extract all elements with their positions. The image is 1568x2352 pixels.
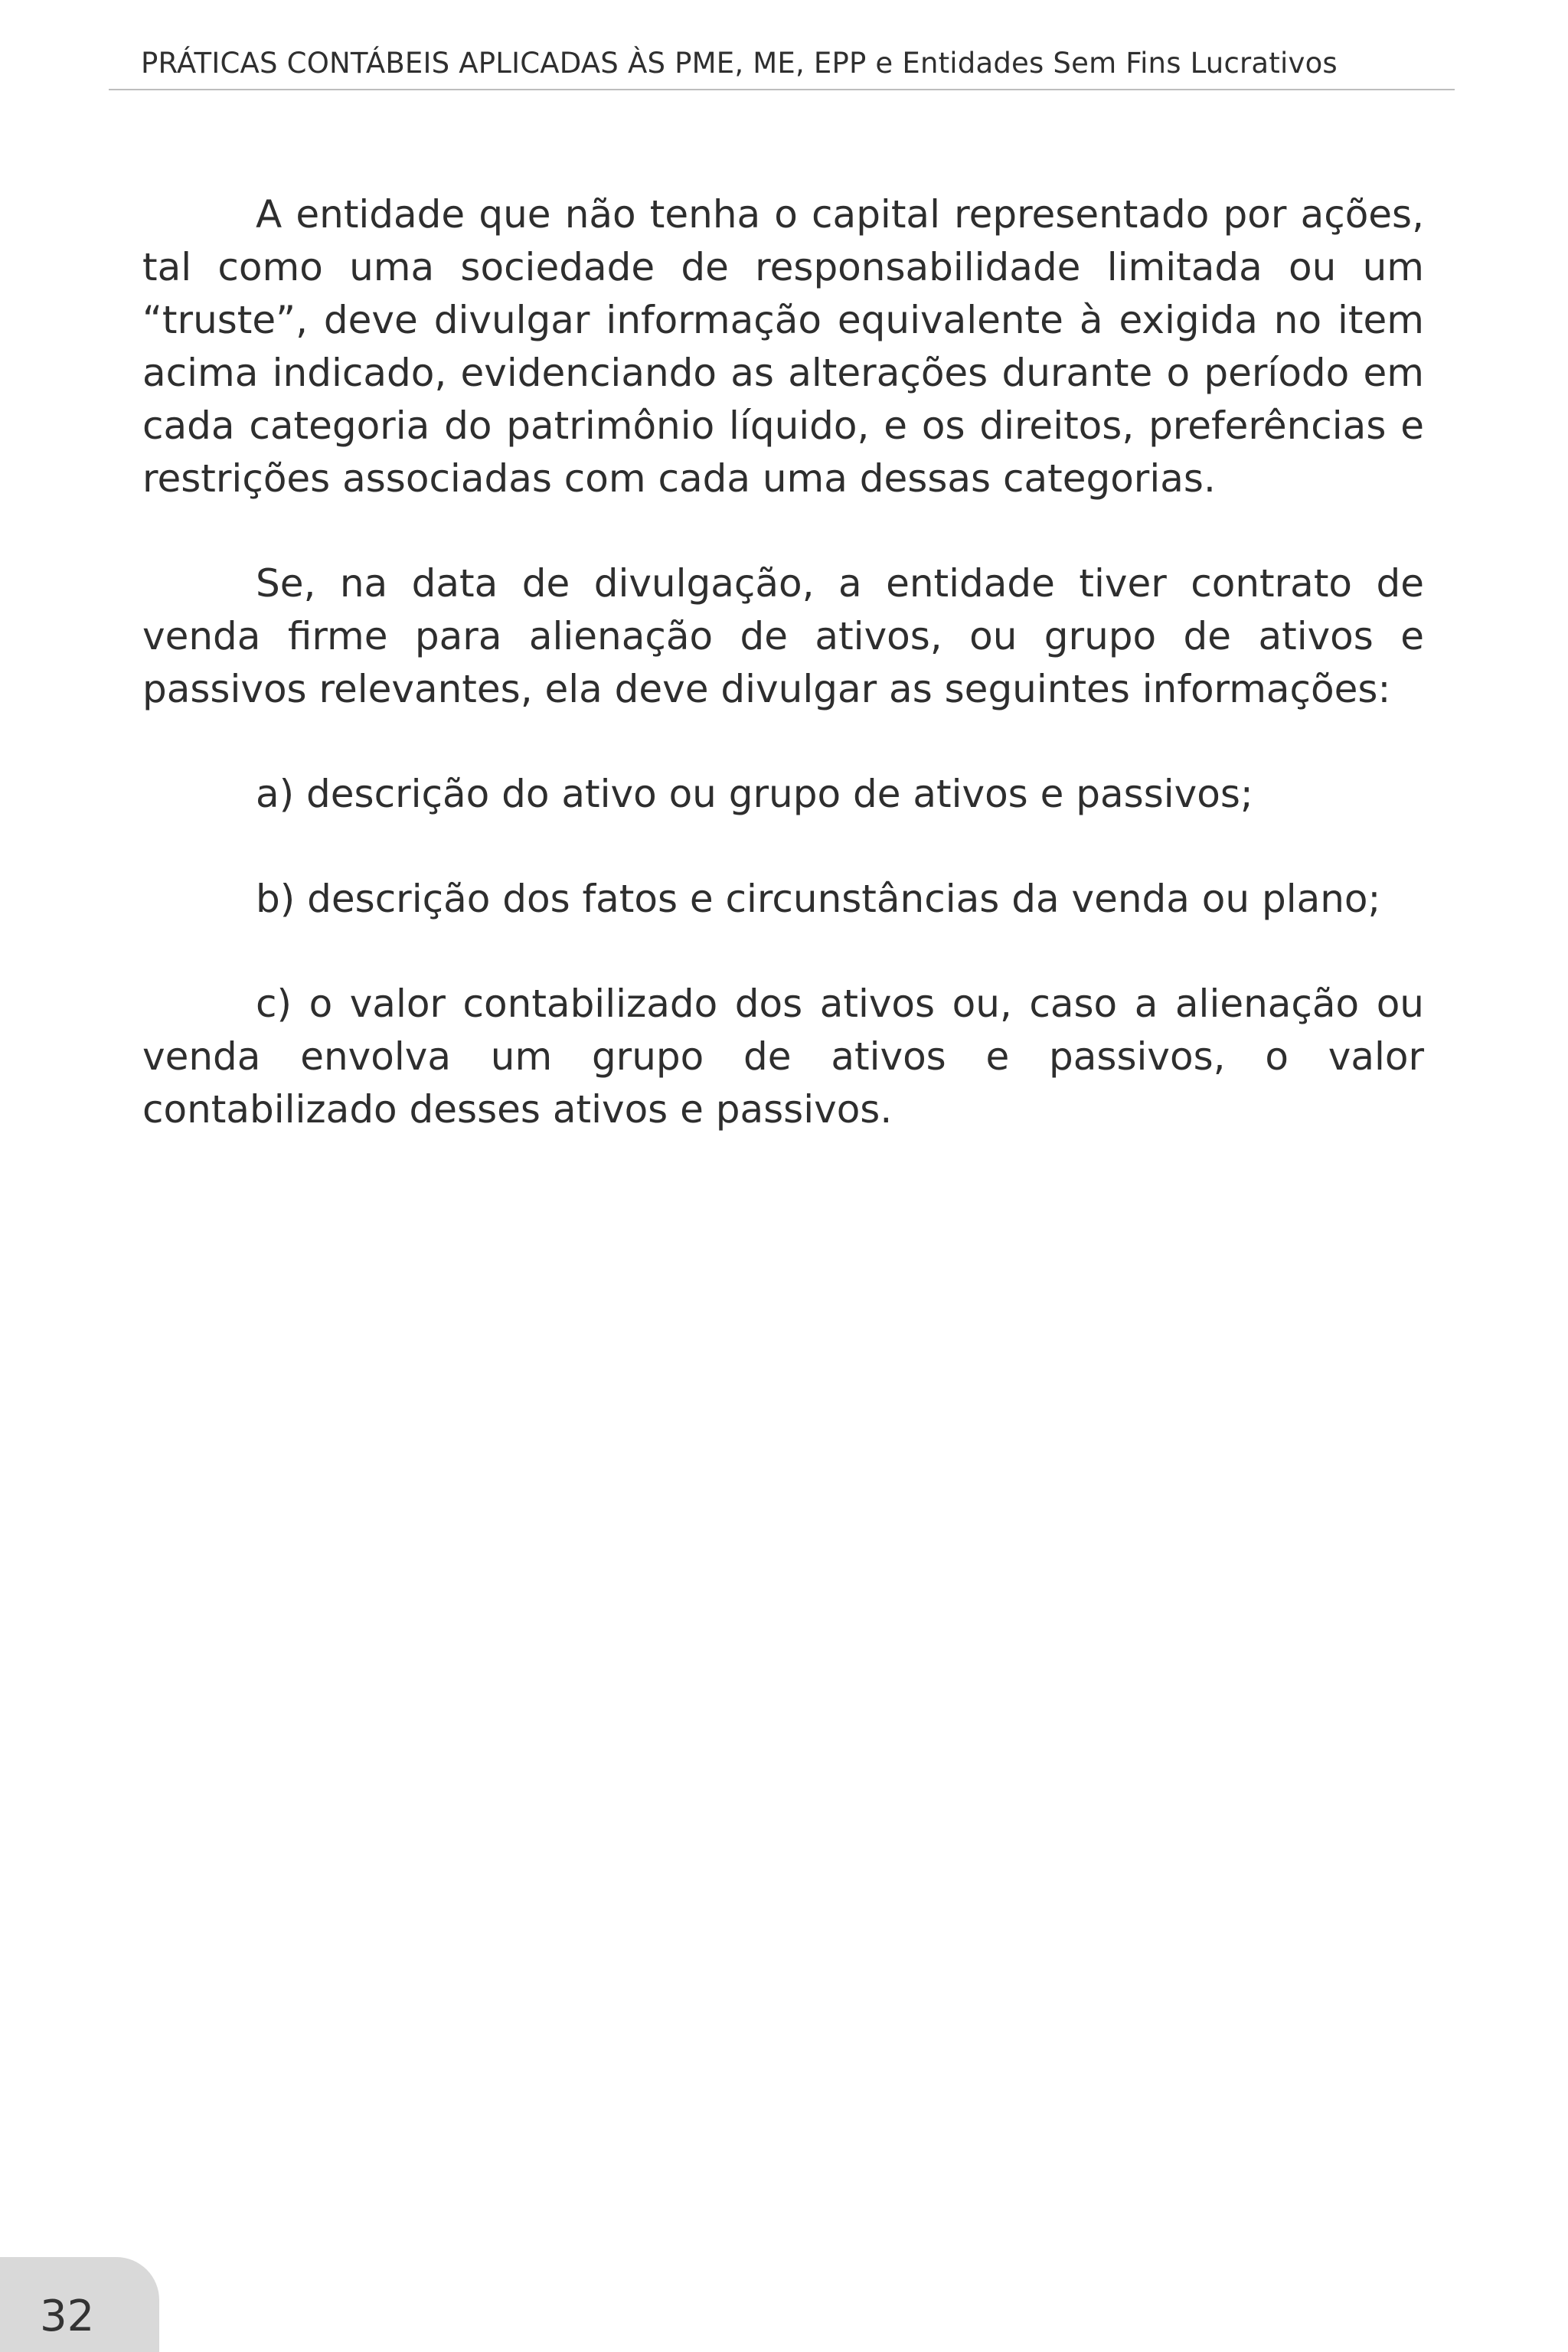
paragraph-sale-contract: Se, na data de divulgação, a entidade tiver contrato de venda firme para alienação de ativos, ou grupo de ativos e passivos relevantes, ela deve divulgar as seguintes informações: xyxy=(142,561,1424,711)
running-header xyxy=(109,43,1455,90)
paragraph-capital-disclosure: A entidade que não tenha o capital representado por ações, tal como uma sociedade de responsabilidade limitada ou um “truste”, deve divulgar informação equivalente à exigida no item acima indicado, evidenciando as alterações durante o período em cada categoria do patrimônio líquido, e os direitos, preferências e restrições associadas com cada uma dessas categorias. xyxy=(142,192,1424,501)
list-item-a: a) descrição do ativo ou grupo de ativos e passivos; xyxy=(256,772,1253,816)
header-title: PRÁTICAS CONTÁBEIS APLICADAS ÀS PME, ME, EPP e Entidades Sem Fins Lucrativos xyxy=(141,47,1338,80)
list-item-c: c) o valor contabilizado dos ativos ou, caso a alienação ou venda envolva um grupo de ativos e passivos, o valor contabilizado desses ativos e passivos. xyxy=(142,982,1424,1132)
page-number: 32 xyxy=(40,2292,95,2341)
list-item-b: b) descrição dos fatos e circunstâncias da venda ou plano; xyxy=(256,877,1381,921)
page-content xyxy=(142,188,1424,1188)
